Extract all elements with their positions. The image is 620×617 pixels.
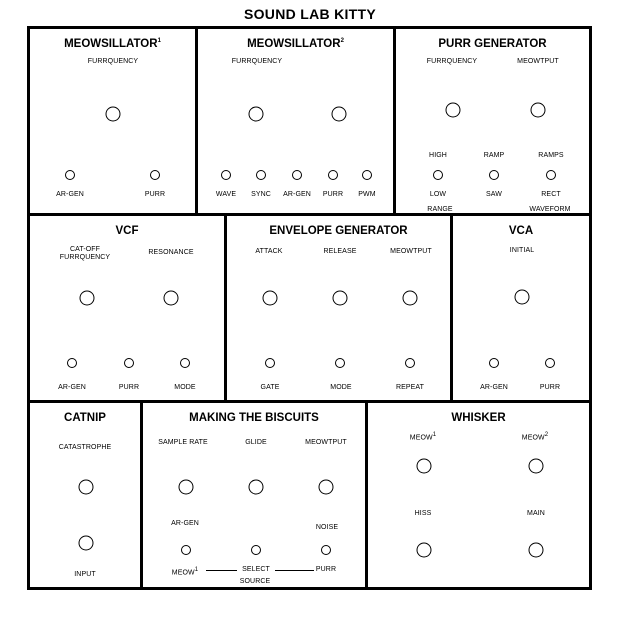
label-sample-rate: SAMPLE RATE: [158, 439, 208, 446]
knob-pwm[interactable]: [362, 170, 372, 180]
label-range: RANGE: [427, 206, 453, 213]
knob-ar-gen[interactable]: [292, 170, 302, 180]
knob-noise[interactable]: [321, 545, 331, 555]
label-input: INPUT: [74, 571, 96, 578]
label-ar-gen: AR-GEN: [58, 384, 86, 391]
knob-attack[interactable]: [263, 291, 278, 306]
label-meowtput: MEOWTPUT: [305, 439, 347, 446]
label-cutoff-line1: CAT-OFF: [69, 246, 101, 253]
label-noise: NOISE: [315, 524, 339, 531]
panel-title: CATNIP: [64, 412, 106, 424]
panel-vca: [450, 213, 592, 403]
knob-mode[interactable]: [180, 358, 190, 368]
knob-ar-gen[interactable]: [67, 358, 77, 368]
label-purr: PURR: [144, 191, 166, 198]
select-line-right: [275, 570, 314, 571]
label-purr: PURR: [315, 566, 337, 573]
knob-catastrophe[interactable]: [79, 480, 94, 495]
superscript: 2: [544, 432, 549, 438]
knob-hiss[interactable]: [417, 543, 432, 558]
select-line-left: [206, 570, 237, 571]
label-rect: RECT: [541, 191, 561, 198]
knob-meowtput[interactable]: [403, 291, 418, 306]
panel-whisker: [365, 400, 592, 590]
knob-ar-gen[interactable]: [65, 170, 75, 180]
panel-purr-generator: [393, 26, 592, 216]
label-hiss: HISS: [414, 510, 432, 517]
panel-title: MEOWSILLATOR$^2$: [247, 38, 344, 50]
panel-title: VCF: [115, 225, 139, 237]
panel-meowsillator-2: [195, 26, 396, 216]
panel-title: VCA: [508, 225, 534, 237]
label-furrquency: FURRQUENCY: [231, 58, 283, 65]
label-wave: WAVE: [215, 191, 237, 198]
knob-gate[interactable]: [265, 358, 275, 368]
page-title: SOUND LAB KITTY: [243, 6, 377, 22]
knob-release[interactable]: [333, 291, 348, 306]
label-glide: GLIDE: [245, 439, 267, 446]
knob-input[interactable]: [79, 536, 94, 551]
knob-waveform-rect[interactable]: [546, 170, 556, 180]
knob-cutoff-furrquency[interactable]: [80, 291, 95, 306]
label-source: SOURCE: [239, 578, 271, 585]
superscript: 1: [432, 432, 437, 438]
label-low: LOW: [429, 191, 447, 198]
knob-purr[interactable]: [124, 358, 134, 368]
label-ar-gen: AR-GEN: [480, 384, 508, 391]
label-ar-gen: AR-GEN: [56, 191, 84, 198]
label-ramp: RAMP: [483, 152, 505, 159]
label-mode: MODE: [330, 384, 352, 391]
label-gate: GATE: [260, 384, 280, 391]
panel-catnip: [27, 400, 143, 590]
superscript: 1: [194, 567, 199, 573]
knob-range[interactable]: [433, 170, 443, 180]
knob-meowtput[interactable]: [319, 480, 334, 495]
knob-wave[interactable]: [221, 170, 231, 180]
knob-sync[interactable]: [256, 170, 266, 180]
knob-furrquency[interactable]: [446, 103, 461, 118]
label-high: HIGH: [429, 152, 447, 159]
knob-repeat[interactable]: [405, 358, 415, 368]
knob-resonance[interactable]: [164, 291, 179, 306]
label-meowtput: MEOWTPUT: [390, 248, 432, 255]
panel-title: PURR GENERATOR: [438, 38, 547, 50]
label-saw: SAW: [486, 191, 502, 198]
label-repeat: REPEAT: [395, 384, 425, 391]
knob-mode[interactable]: [335, 358, 345, 368]
label-furrquency: FURRQUENCY: [87, 58, 139, 65]
label-attack: ATTACK: [255, 248, 283, 255]
label-mode: MODE: [174, 384, 196, 391]
panel-envelope-generator: [224, 213, 453, 403]
label-waveform: WAVEFORM: [529, 206, 571, 213]
knob-main[interactable]: [529, 543, 544, 558]
panel-title: WHISKER: [451, 412, 506, 424]
knob-furrquency[interactable]: [106, 107, 121, 122]
knob-ar-gen[interactable]: [489, 358, 499, 368]
panel-meowsillator-1: [27, 26, 198, 216]
label-purr: PURR: [118, 384, 140, 391]
label-meow-1: MEOW$^1$: [171, 567, 199, 577]
knob-furrquency-fine[interactable]: [332, 107, 347, 122]
label-pwm: PWM: [358, 191, 376, 198]
knob-initial[interactable]: [515, 290, 530, 305]
label-main: MAIN: [527, 510, 545, 517]
knob-glide[interactable]: [249, 480, 264, 495]
panel-title: ENVELOPE GENERATOR: [269, 225, 408, 237]
label-meow-2: MEOW$^2$: [521, 432, 549, 442]
superscript: 2: [340, 38, 344, 45]
label-purr: PURR: [539, 384, 561, 391]
label-release: RELEASE: [323, 248, 357, 255]
knob-waveform-saw[interactable]: [489, 170, 499, 180]
label-furrquency: FURRQUENCY: [426, 58, 478, 65]
knob-meow-2[interactable]: [529, 459, 544, 474]
knob-purr[interactable]: [545, 358, 555, 368]
knob-meow-1[interactable]: [417, 459, 432, 474]
knob-furrquency-coarse[interactable]: [249, 107, 264, 122]
label-sync: SYNC: [251, 191, 271, 198]
label-purr: PURR: [322, 191, 344, 198]
label-initial: INITIAL: [509, 247, 535, 254]
label-resonance: RESONANCE: [148, 249, 194, 256]
panel-title: MEOWSILLATOR$^1$: [64, 38, 161, 50]
knob-sample-rate[interactable]: [179, 480, 194, 495]
label-select: SELECT: [242, 566, 270, 573]
label-ramps: RAMPS: [538, 152, 564, 159]
label-meowtput: MEOWTPUT: [517, 58, 559, 65]
panel-title: MAKING THE BISCUITS: [189, 412, 319, 424]
knob-source[interactable]: [251, 545, 261, 555]
knob-purr[interactable]: [150, 170, 160, 180]
label-meow-1: MEOW$^1$: [409, 432, 437, 442]
knob-meowtput[interactable]: [531, 103, 546, 118]
label-ar-gen: AR-GEN: [171, 520, 199, 527]
knob-ar-gen[interactable]: [181, 545, 191, 555]
label-catastrophe: CATASTROPHE: [58, 444, 112, 451]
panel-making-the-biscuits: [140, 400, 368, 590]
panel-vcf: [27, 213, 227, 403]
label-ar-gen: AR-GEN: [283, 191, 311, 198]
label-cutoff-line2: FURRQUENCY: [59, 254, 111, 261]
knob-purr[interactable]: [328, 170, 338, 180]
superscript: 1: [157, 38, 161, 45]
